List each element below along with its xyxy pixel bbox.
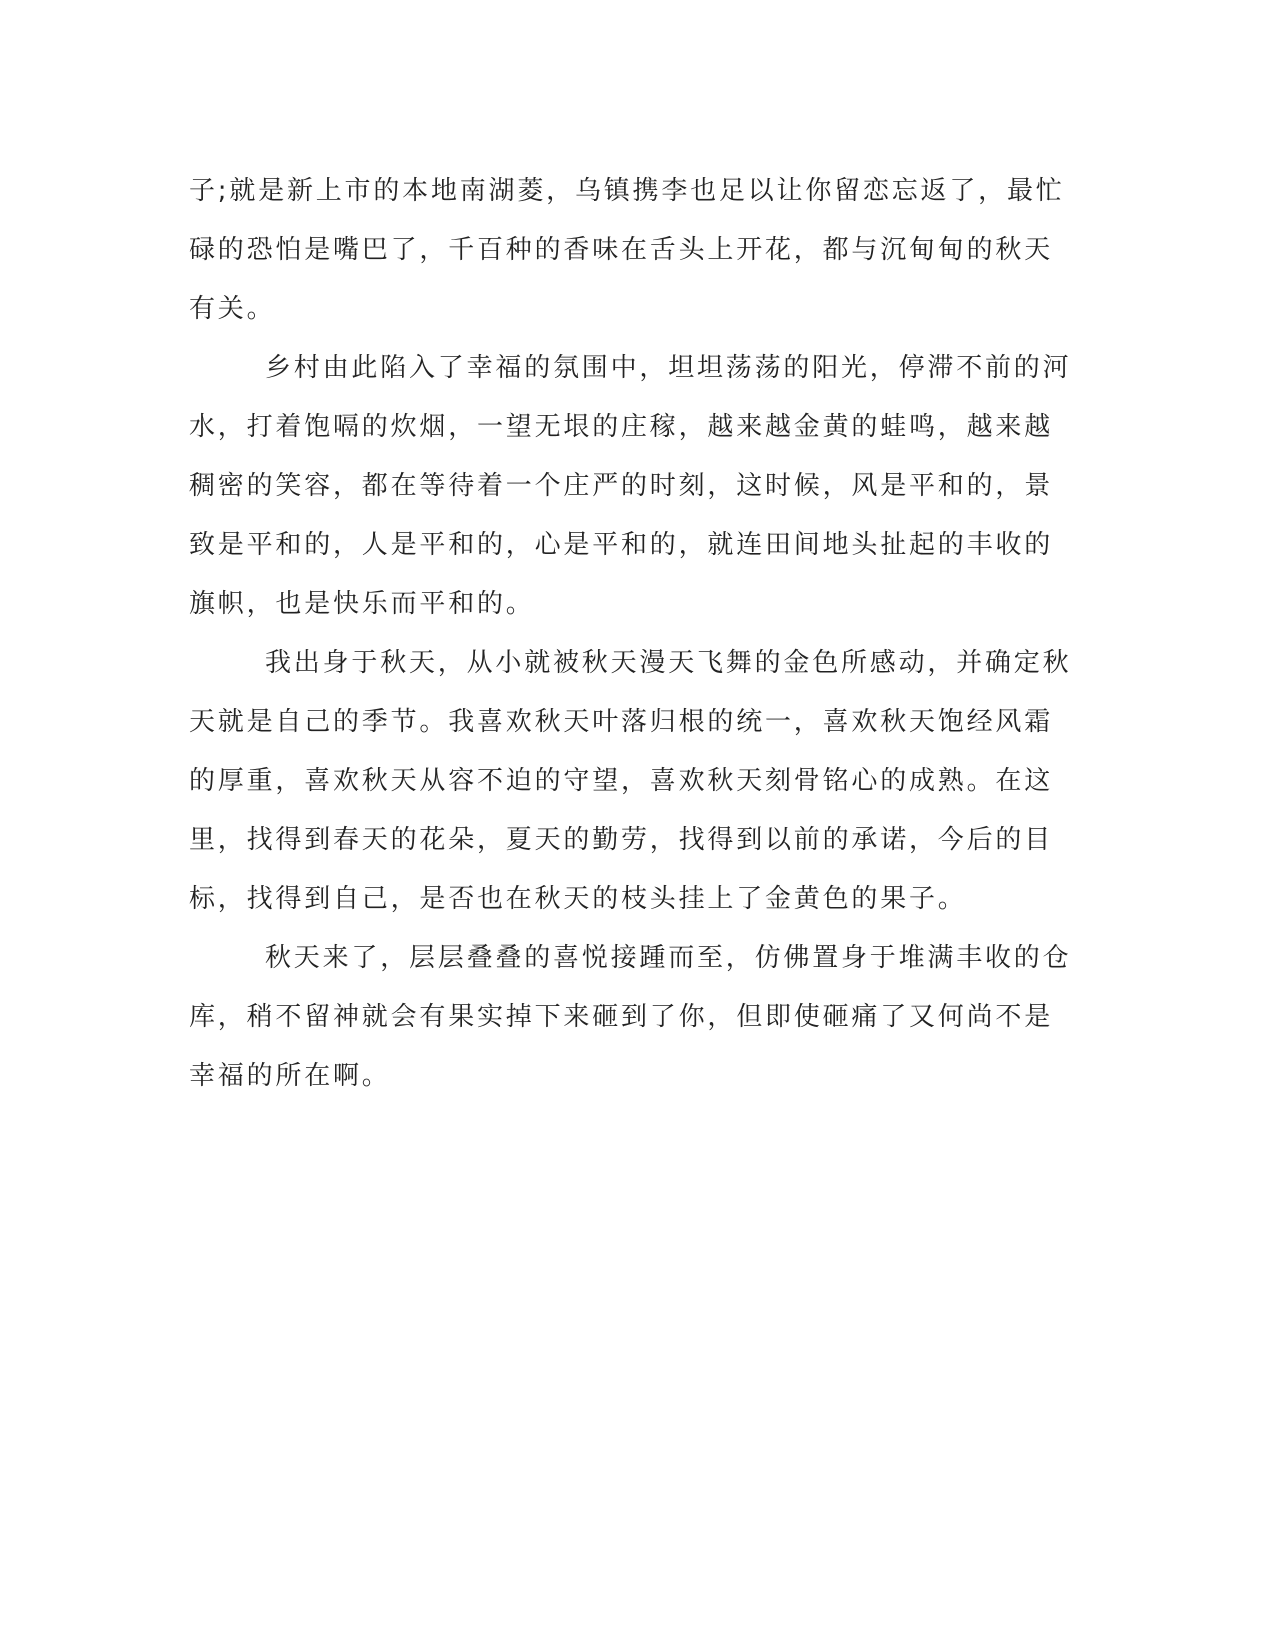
paragraph-4 [189,929,1089,1106]
paragraph-line: 碌的恐怕是嘴巴了，千百种的香味在舌头上开花，都与沉甸甸的秋天 [189,235,1054,265]
paragraph-line: 水，打着饱嗝的炊烟，一望无垠的庄稼，越来越金黄的蛙鸣，越来越 [189,412,1054,442]
paragraph-line: 的厚重，喜欢秋天从容不迫的守望，喜欢秋天刻骨铭心的成熟。在这 [189,766,1054,796]
paragraph-line: 天就是自己的季节。我喜欢秋天叶落归根的统一，喜欢秋天饱经风霜 [189,707,1054,737]
paragraph-line: 秋天来了，层层叠叠的喜悦接踵而至，仿佛置身于堆满丰收的仓 [265,943,1072,973]
paragraph-line: 致是平和的，人是平和的，心是平和的，就连田间地头扯起的丰收的 [189,530,1054,560]
paragraph-line: 标，找得到自己，是否也在秋天的枝头挂上了金黄色的果子。 [189,884,967,914]
paragraph-line: 旗帜，也是快乐而平和的。 [189,589,535,619]
paragraph-line: 库，稍不留神就会有果实掉下来砸到了你，但即使砸痛了又何尚不是 [189,1002,1054,1032]
paragraph-line: 乡村由此陷入了幸福的氛围中，坦坦荡荡的阳光，停滞不前的河 [265,353,1072,383]
paragraph-line: 子;就是新上市的本地南湖菱，乌镇携李也足以让你留恋忘返了，最忙 [189,176,1065,206]
paragraph-1 [189,162,1089,339]
paragraph-line: 幸福的所在啊。 [189,1061,391,1091]
paragraph-line: 稠密的笑容，都在等待着一个庄严的时刻，这时候，风是平和的，景 [189,471,1054,501]
paragraph-line: 里，找得到春天的花朵，夏天的勤劳，找得到以前的承诺，今后的目 [189,825,1054,855]
paragraph-line: 有关。 [189,294,276,324]
paragraph-2 [189,339,1089,634]
paragraph-line: 我出身于秋天，从小就被秋天漫天飞舞的金色所感动，并确定秋 [265,648,1072,678]
document-body [189,162,1089,1106]
paragraph-3 [189,634,1089,929]
